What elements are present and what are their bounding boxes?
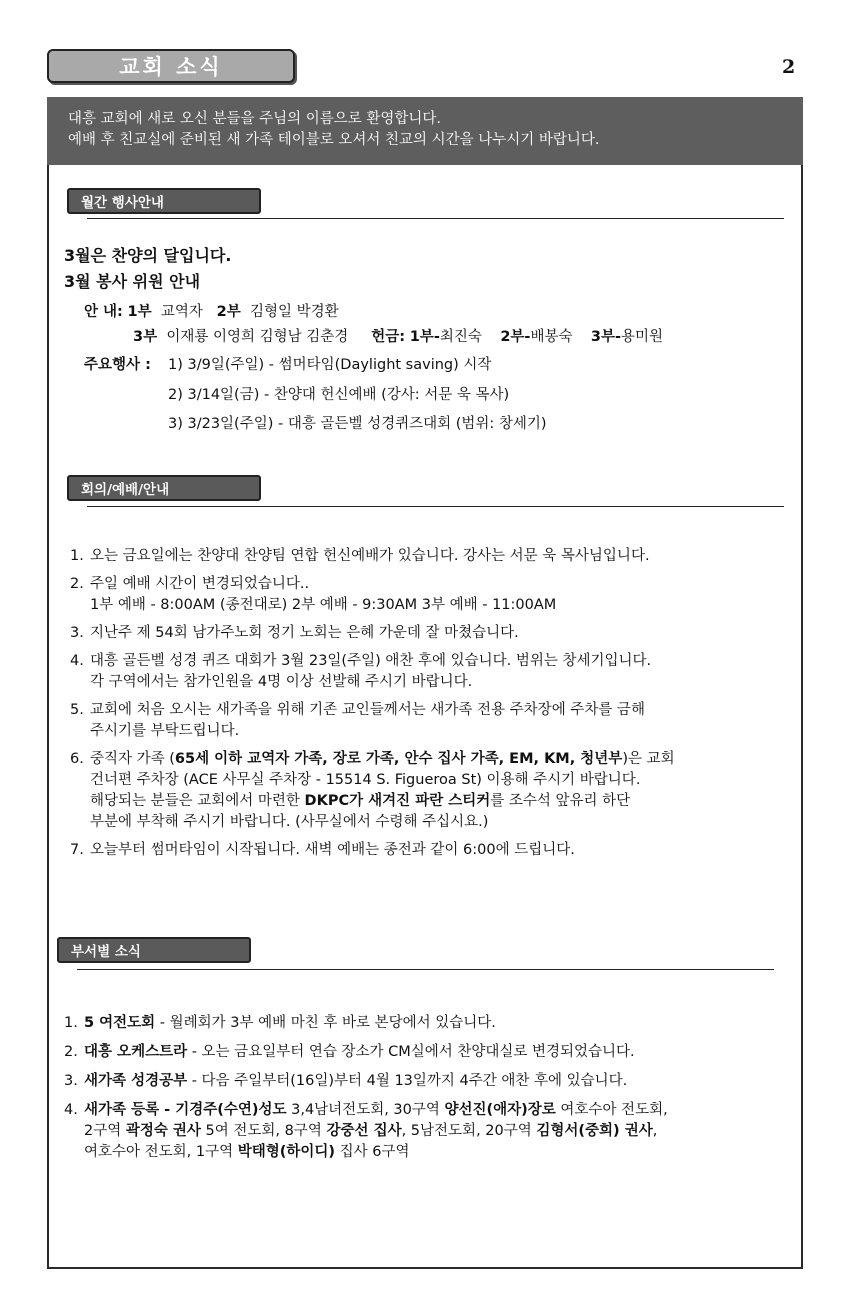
usher-label: 안 내: bbox=[84, 304, 123, 320]
item-number: 1. bbox=[70, 548, 84, 564]
newcomer-name: 박태형(하이디) bbox=[237, 1144, 336, 1160]
volunteers-title: 3월 봉사 위원 안내 bbox=[64, 272, 201, 291]
offering-1-label: 1부- bbox=[409, 329, 440, 345]
newcomer-name: 김형서(중희) 권사 bbox=[536, 1123, 653, 1139]
usher-row-1 bbox=[84, 302, 339, 322]
item-text: 주일 예배 시간이 변경되었습니다.. bbox=[90, 576, 310, 592]
newcomer-name: 곽정숙 권사 bbox=[125, 1123, 201, 1139]
item-number: 7. bbox=[70, 842, 84, 858]
list-item bbox=[70, 700, 795, 742]
item-number: 2. bbox=[64, 1044, 78, 1060]
section-divider bbox=[77, 969, 774, 970]
item-text: 오늘부터 썸머타임이 시작됩니다. 새벽 예배는 종전과 같이 6:00에 드립니다. bbox=[90, 842, 575, 858]
offering-3-label: 3부- bbox=[590, 329, 622, 345]
section-divider bbox=[87, 218, 784, 219]
item-number: 4. bbox=[64, 1102, 78, 1118]
item-text: 새가족 성경공부 - 다음 주일부터(16일)부터 4월 13일까지 4주간 애찬 후에 있습니다. bbox=[84, 1073, 628, 1089]
newcomer-name: 양선진(애자)장로 bbox=[444, 1102, 556, 1118]
usher-2-label: 2부 bbox=[216, 304, 241, 320]
event-item: 3) 3/23일(주일) - 대흥 골든벨 성경퀴즈대회 (범위: 창세기) bbox=[168, 416, 547, 432]
item-number: 1. bbox=[64, 1015, 78, 1031]
item-text: 1부 예배 - 8:00AM (종전대로) 2부 예배 - 9:30AM 3부 예배 - 11:00AM bbox=[90, 597, 557, 613]
month-theme: 3월은 찬양의 달입니다. bbox=[64, 246, 232, 265]
list-item bbox=[64, 1071, 799, 1092]
item-number: 4. bbox=[70, 653, 84, 669]
list-item bbox=[64, 1100, 799, 1163]
list-item bbox=[64, 1013, 799, 1034]
list-item bbox=[70, 749, 795, 833]
usher-row-2 bbox=[133, 327, 663, 347]
newcomer-detail: 여호수아 전도회, bbox=[555, 1102, 668, 1118]
event-item: 2) 3/14일(금) - 찬양대 헌신예배 (강사: 서문 욱 목사) bbox=[168, 387, 510, 403]
item-number: 3. bbox=[70, 625, 84, 641]
newcomers-text bbox=[84, 1100, 799, 1163]
usher-3-names: 이재룡 이영희 김형남 김춘경 bbox=[166, 329, 349, 345]
meetings-list bbox=[70, 546, 795, 861]
item-number: 5. bbox=[70, 702, 84, 718]
welcome-line-2: 예배 후 친교실에 준비된 새 가족 테이블로 오셔서 친교의 시간을 나누시기 바랍니다. bbox=[68, 132, 600, 148]
newcomer-detail: 여호수아 전도회, 1구역 bbox=[84, 1144, 238, 1160]
item-text: 대흥 오케스트라 - 오는 금요일부터 연습 장소가 CM실에서 찬양대실로 변경되었습니다. bbox=[84, 1044, 635, 1060]
offering-2-name: 배봉숙 bbox=[530, 329, 573, 345]
list-item bbox=[64, 1042, 799, 1063]
newcomer-detail: , bbox=[652, 1123, 658, 1139]
newcomer-detail: 5여 전도회, 8구역 bbox=[200, 1123, 327, 1139]
item-text: 건너편 주차장 (ACE 사무실 주차장 - 15514 S. Figueroa St) 이용해 주시기 바랍니다. bbox=[90, 772, 641, 788]
item-number: 3. bbox=[64, 1073, 78, 1089]
item-text: 5 여전도회 - 월례회가 3부 예배 마친 후 바로 본당에서 있습니다. bbox=[84, 1015, 496, 1031]
welcome-banner bbox=[47, 97, 803, 165]
list-item bbox=[70, 623, 795, 644]
item-text: 오는 금요일에는 찬양대 찬양팀 연합 헌신예배가 있습니다. 강사는 서문 욱 목사님입니다. bbox=[90, 548, 650, 564]
newcomer-detail: , 5남전도회, 20구역 bbox=[401, 1123, 537, 1139]
offering-label: 헌금: bbox=[371, 329, 406, 345]
item-number: 6. bbox=[70, 751, 84, 767]
event-item: 1) 3/9일(주일) - 썸머타임(Daylight saving) 시작 bbox=[168, 357, 492, 373]
offering-3-name: 용미원 bbox=[621, 329, 664, 345]
list-item bbox=[70, 546, 795, 567]
item-text: 주시기를 부탁드립니다. bbox=[90, 723, 240, 739]
events-label: 주요행사 : bbox=[84, 357, 151, 373]
newcomer-name: 강중선 집사 bbox=[326, 1123, 402, 1139]
offering-2-label: 2부- bbox=[500, 329, 531, 345]
newcomer-detail: 집사 6구역 bbox=[335, 1144, 410, 1160]
usher-1-label: 1부 bbox=[127, 304, 152, 320]
usher-2-names: 김형일 박경환 bbox=[250, 304, 339, 320]
item-text: 해당되는 분들은 교회에서 마련한 DKPC가 새겨진 파란 스티커를 조수석 앞유리 하단 bbox=[90, 793, 631, 809]
item-text: 대흥 골든벨 성경 퀴즈 대회가 3월 23일(주일) 애찬 후에 있습니다. 범위는 창세기입니다. bbox=[90, 653, 652, 669]
section-title-meetings: 회의/예배/안내 bbox=[67, 475, 261, 501]
section-divider bbox=[87, 506, 784, 507]
newcomer-detail: 2구역 bbox=[84, 1123, 126, 1139]
newcomer-detail: 3,4남녀전도회, 30구역 bbox=[286, 1102, 445, 1118]
item-text: 교회에 처음 오시는 새가족을 위해 기존 교인들께서는 새가족 전용 주차장에 주차를 금해 bbox=[90, 702, 645, 718]
item-number: 2. bbox=[70, 576, 84, 592]
usher-1-names: 교역자 bbox=[160, 304, 203, 320]
newcomer-name: 새가족 등록 - 기경주(수연)성도 bbox=[84, 1102, 287, 1118]
section-title-departments: 부서별 소식 bbox=[57, 937, 251, 963]
welcome-line-1: 대흥 교회에 새로 오신 분들을 주님의 이름으로 환영합니다. bbox=[68, 111, 442, 127]
item-text: 각 구역에서는 참가인원을 4명 이상 선발해 주시기 바랍니다. bbox=[90, 674, 473, 690]
item-text: 지난주 제 54회 남가주노회 정기 노회는 은혜 가운데 잘 마쳤습니다. bbox=[90, 625, 519, 641]
list-item bbox=[70, 840, 795, 861]
departments-list bbox=[64, 1013, 799, 1163]
page-title: 교회 소식 bbox=[47, 49, 295, 83]
list-item bbox=[70, 651, 795, 693]
section-title-monthly: 월간 행사안내 bbox=[67, 188, 261, 214]
usher-3-label: 3부 bbox=[133, 329, 158, 345]
page-number: 2 bbox=[782, 56, 796, 78]
offering-1-name: 최진숙 bbox=[439, 329, 482, 345]
list-item bbox=[70, 574, 795, 616]
item-text: 중직자 가족 (65세 이하 교역자 가족, 장로 가족, 안수 집사 가족, EM, KM, 청년부)은 교회 bbox=[90, 751, 675, 767]
item-text: 부분에 부착해 주시기 바랍니다. (사무실에서 수령해 주십시요.) bbox=[90, 814, 489, 830]
